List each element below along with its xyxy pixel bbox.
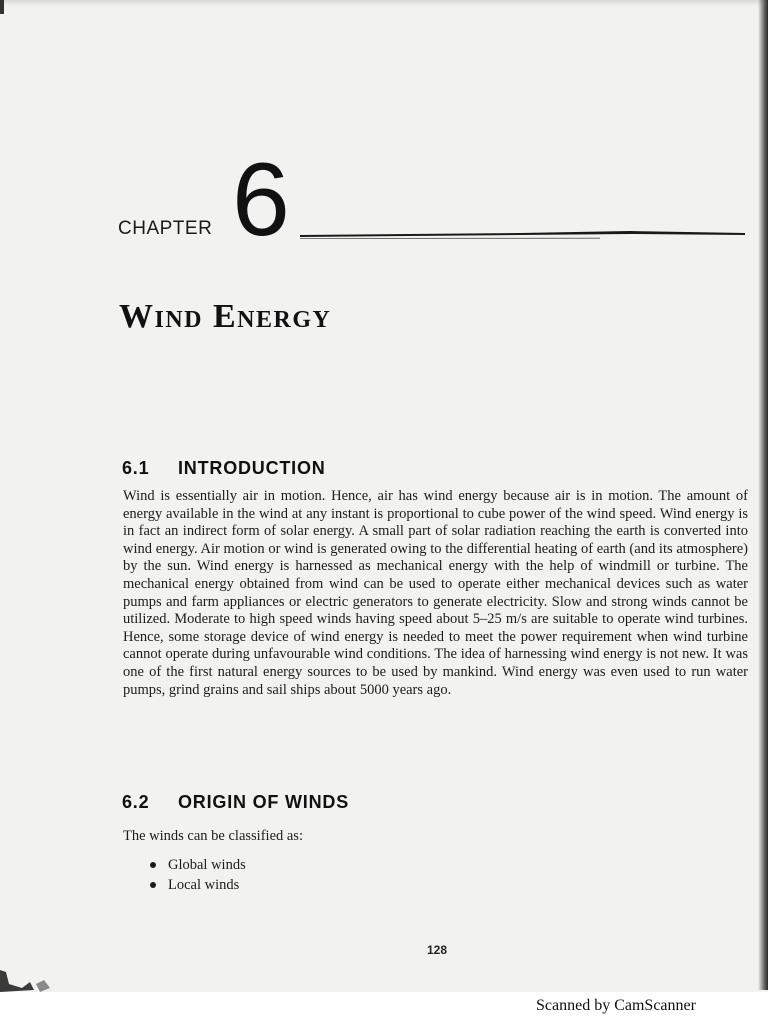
- introduction-paragraph: Wind is essentially air in motion. Hence, air has wind energy because air is in motion. The amount of energy available in the wind at any instant is proportional to cube power of the wind speed. Wind energy is in fact an indirect form of solar energy. A small part of solar radiation reaching the earth is converted into wind energy. Air motion or wind is generated owing to the differential heating of earth (and its atmosphere) by the sun. Wind energy is harnessed as mechanical energy with the help of windmill or turbine. The mechanical energy obtained from wind can be used to operate either mechanical devices such as water pumps and farm appliances or electric generators to generate electricity. Slow and strong winds cannot be utilized. Moderate to high speed winds having speed about 5–25 m/s are suitable to operate wind turbines. Hence, some storage device of wind energy is needed to meet the power requirement when wind turbine cannot operate during unfavourable wind conditions. The idea of harnessing wind energy is not new. It was one of the first natural energy sources to be used by mankind. Wind energy was even used to run water pumps, grind grains and sail ships about 5000 years ago.: [123, 488, 748, 698]
- section-number: 6.2: [122, 792, 150, 812]
- section-title: INTRODUCTION: [178, 458, 326, 478]
- chapter-rule-divider: [300, 226, 745, 240]
- scan-shadow-right: [758, 0, 768, 990]
- scanner-watermark: Scanned by CamScanner: [536, 997, 696, 1014]
- classification-intro: The winds can be classified as:: [123, 828, 303, 844]
- chapter-label: CHAPTER: [118, 218, 213, 239]
- scan-shadow-top: [0, 0, 768, 6]
- bullet-icon: [150, 862, 156, 868]
- page-number: 128: [427, 943, 448, 957]
- scan-corner-mark: [0, 0, 4, 14]
- section-heading-introduction: [122, 458, 326, 479]
- list-item-label: Local winds: [168, 876, 240, 893]
- list-item-label: Global winds: [168, 856, 246, 873]
- list-item: [150, 855, 246, 875]
- section-number: 6.1: [122, 458, 150, 478]
- section-title: ORIGIN OF WINDS: [178, 792, 349, 812]
- scan-corner-artifact: [0, 962, 60, 992]
- winds-list: [150, 855, 246, 895]
- list-item: [150, 875, 246, 895]
- section-heading-origin-of-winds: [122, 792, 349, 813]
- bullet-icon: [150, 882, 156, 888]
- chapter-number: 6: [232, 142, 290, 258]
- chapter-title: Wind Energy: [119, 298, 332, 335]
